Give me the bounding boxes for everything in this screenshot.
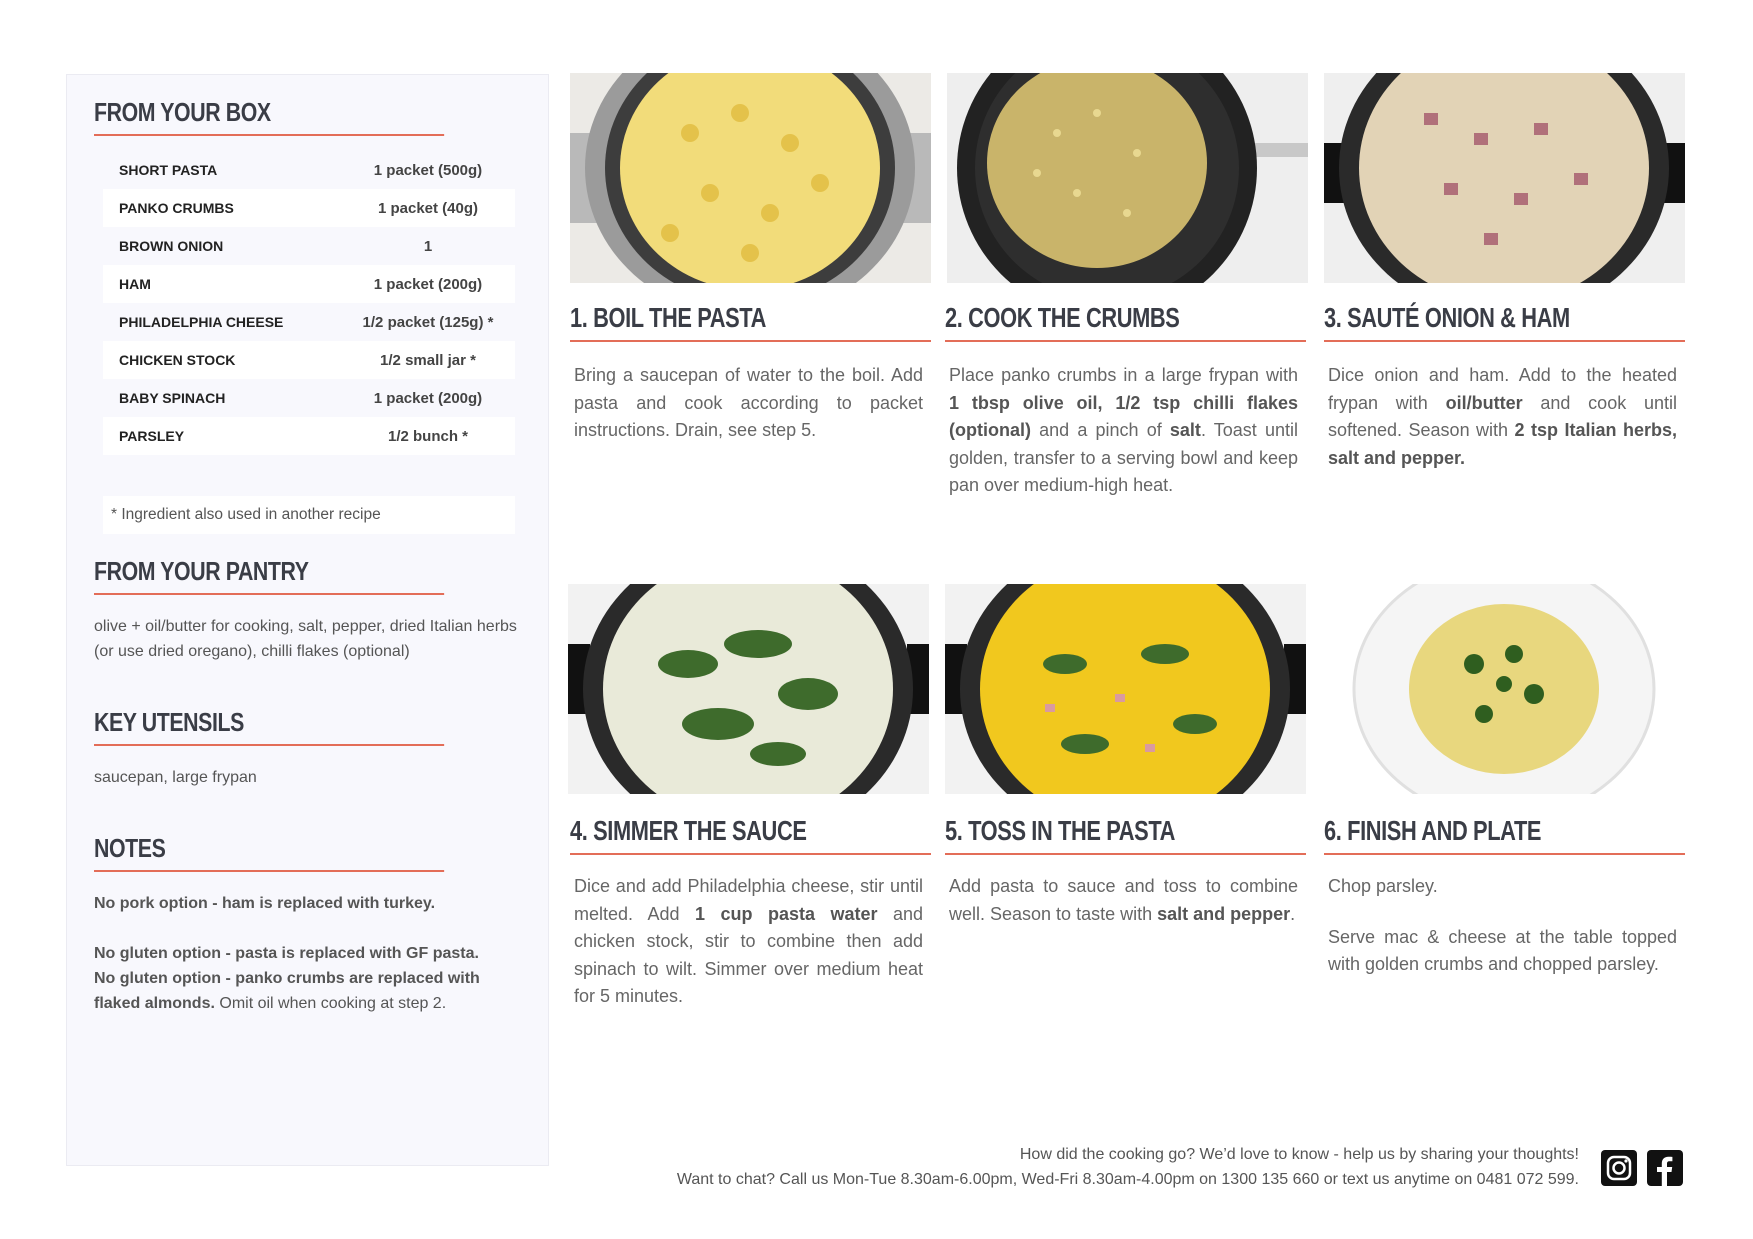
ingredient-qty: 1/2 small jar * (380, 351, 476, 369)
note-gf-pasta: No gluten option - pasta is replaced with GF pasta. (94, 945, 479, 962)
feedback-text: How did the cooking go? We’d love to know - help us by sharing your thoughts! (1019, 1146, 1579, 1163)
ingredients-sidebar (66, 74, 549, 1166)
ingredient-qty: 1/2 packet (125g) * (362, 313, 494, 331)
contact-text: Want to chat? Call us Mon-Tue 8.30am-6.00pm, Wed-Fri 8.30am-4.00pm on 1300 135 660 or text us anytime on 0481 072 599. (676, 1171, 1579, 1188)
step-5-photo (945, 584, 1306, 794)
ingredient-name: HAM (119, 276, 151, 292)
ingredient-row (103, 417, 515, 455)
ingredient-qty: 1 packet (40g) (377, 199, 479, 217)
notes-title: NOTES (94, 833, 444, 872)
step-1-title: 1. BOIL THE PASTA (570, 302, 931, 342)
ingredient-row (103, 265, 515, 303)
ingredient-name: CHICKEN STOCK (119, 352, 236, 368)
ingredient-name: PANKO CRUMBS (119, 200, 234, 216)
note-gf-crumbs: No gluten option - panko crumbs are replaced with flaked almonds. (94, 970, 480, 1012)
ingredient-name: SHORT PASTA (119, 162, 218, 178)
ingredient-row (103, 341, 515, 379)
pantry-text: olive + oil/butter for cooking, salt, pepper, dried Italian herbs (or use dried oregano), chilli flakes (optional) (94, 618, 517, 660)
utensils-text: saucepan, large frypan (94, 769, 257, 786)
note-gf-crumbs-rest: Omit oil when cooking at step 2. (214, 995, 447, 1012)
step-2-title: 2. COOK THE CRUMBS (945, 302, 1306, 342)
ingredient-name: BABY SPINACH (119, 390, 226, 406)
step-3-text: Dice onion and ham. Add to the heated frypan with oil/butter and cook until softened. Season with 2 tsp Italian herbs, salt and pepper. (1328, 365, 1678, 468)
notes-body (94, 891, 521, 1016)
step-4-title: 4. SIMMER THE SAUCE (570, 815, 931, 855)
ingredient-row (103, 227, 515, 265)
ingredient-name: PHILADELPHIA CHEESE (119, 314, 284, 330)
step-5-title: 5. TOSS IN THE PASTA (945, 815, 1306, 855)
ingredient-row (103, 151, 515, 189)
step-4-text: Dice and add Philadelphia cheese, stir until melted. Add 1 cup pasta water and chicken stock, stir to combine then add spinach to wilt. Simmer over medium heat for 5 minutes. (574, 876, 923, 1006)
ingredient-qty: 1/2 bunch * (387, 427, 469, 445)
step-4-photo (568, 584, 929, 794)
step-3-title: 3. SAUTÉ ONION & HAM (1324, 302, 1685, 342)
key-utensils-title: KEY UTENSILS (94, 707, 444, 746)
note-no-pork: No pork option - ham is replaced with turkey. (94, 895, 436, 912)
step-6-text (1328, 873, 1677, 979)
step-2-photo (947, 73, 1308, 283)
ingredient-qty: 1 packet (200g) (373, 275, 483, 293)
instagram-icon[interactable] (1601, 1150, 1637, 1186)
step-6-title: 6. FINISH AND PLATE (1324, 815, 1685, 855)
step-1-photo (570, 73, 931, 283)
ingredients-table (103, 151, 515, 455)
step-6-line-1: Chop parsley. (1328, 876, 1438, 896)
ingredient-row (103, 189, 515, 227)
step-5-text: Add pasta to sauce and toss to combine well. Season to taste with salt and pepper. (949, 876, 1298, 924)
step-1-text: Bring a saucepan of water to the boil. Add pasta and cook according to packet instructions. Drain, see step 5. (574, 365, 923, 440)
ingredient-row (103, 379, 515, 417)
from-your-pantry-title: FROM YOUR PANTRY (94, 556, 444, 595)
step-6-photo (1324, 584, 1685, 794)
step-6-line-2: Serve mac & cheese at the table topped with golden crumbs and chopped parsley. (1328, 926, 1677, 974)
step-3-photo (1324, 73, 1685, 283)
ingredient-name: BROWN ONION (119, 238, 224, 254)
facebook-icon[interactable] (1647, 1150, 1683, 1186)
step-2-text: Place panko crumbs in a large frypan with 1 tbsp olive oil, 1/2 tsp chilli flakes (optional) and a pinch of salt. Toast until golden, transfer to a serving bowl and keep pan over medium-high heat. (949, 365, 1298, 495)
ingredient-qty: 1 packet (500g) (373, 161, 483, 179)
from-your-box-title: FROM YOUR BOX (94, 97, 444, 136)
ingredient-row (103, 303, 515, 341)
ingredient-footnote: * Ingredient also used in another recipe (103, 496, 515, 534)
ingredient-name: PARSLEY (119, 428, 185, 444)
ingredient-qty: 1 packet (200g) (373, 389, 483, 407)
ingredient-qty: 1 (423, 237, 433, 255)
